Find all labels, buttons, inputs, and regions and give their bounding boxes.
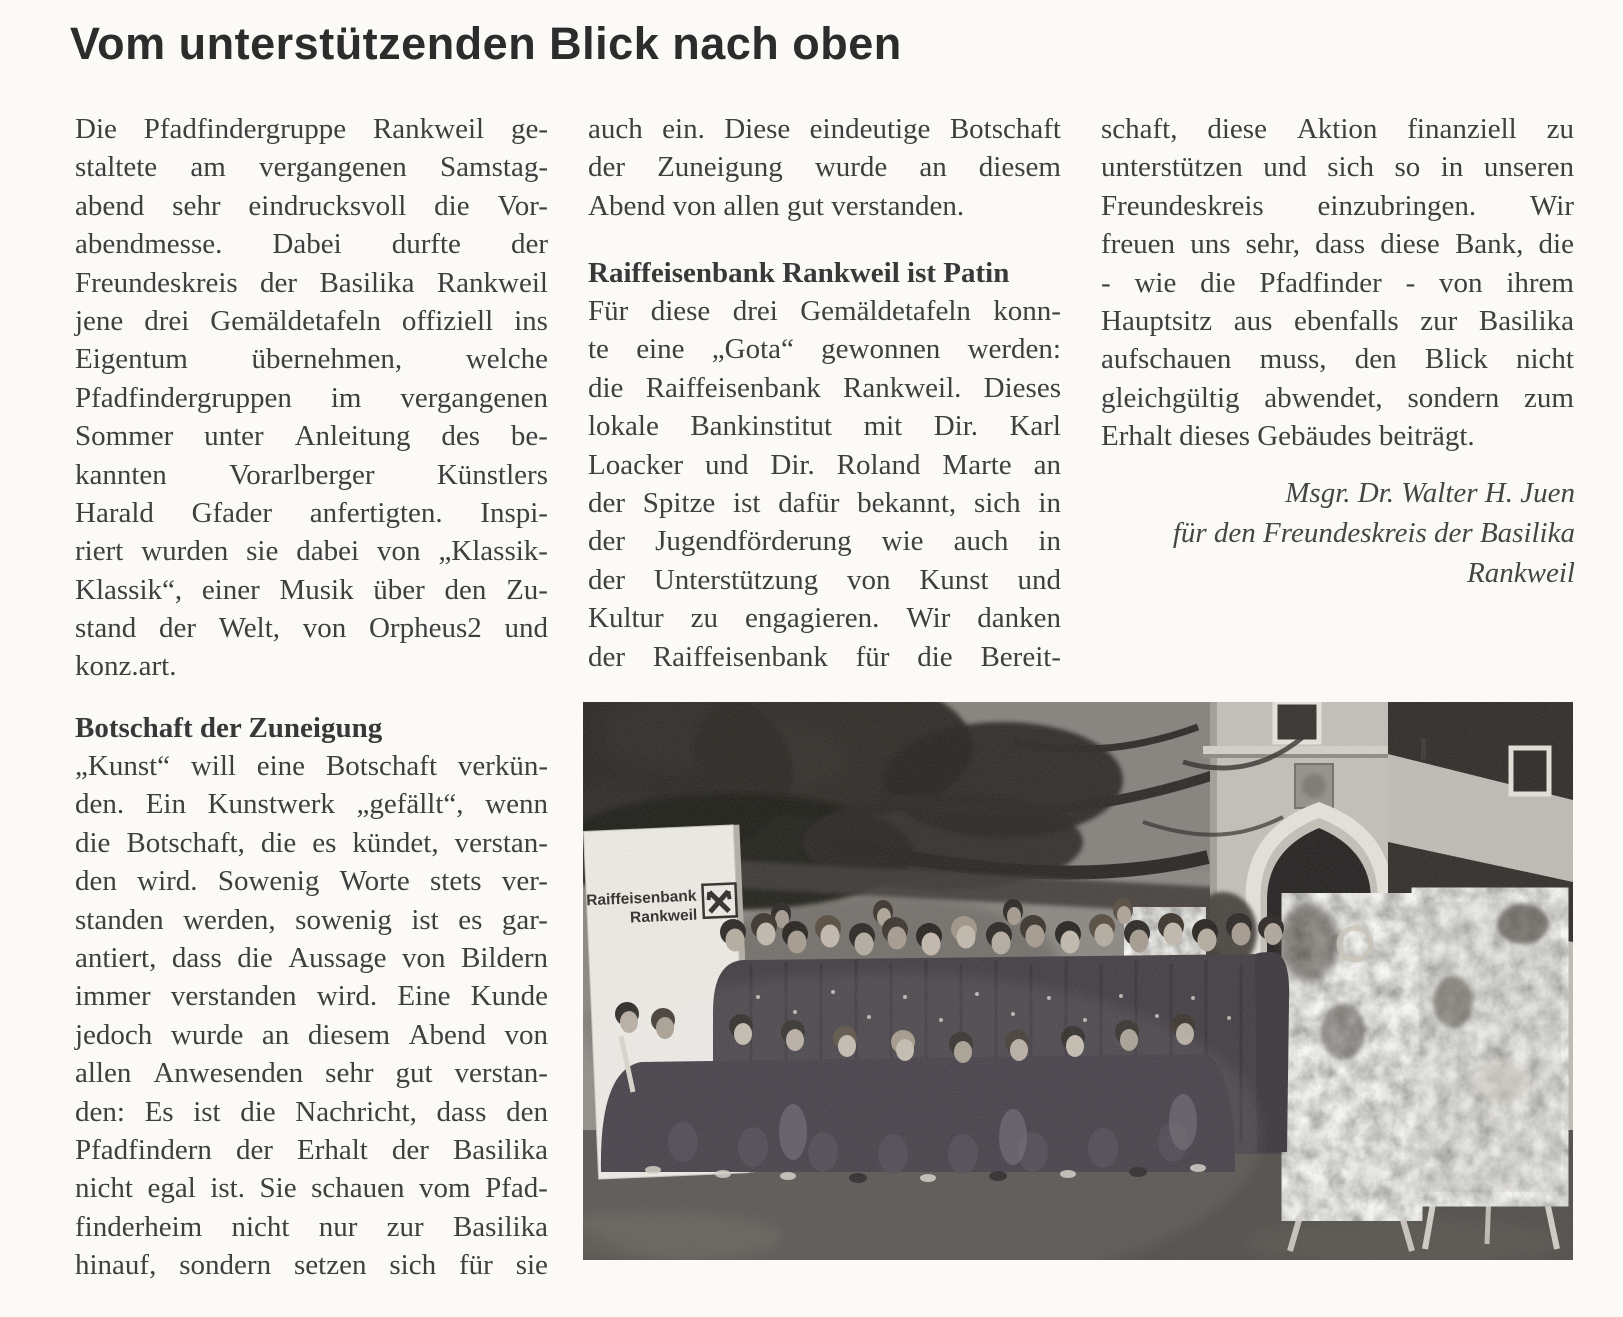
text-line: Eigentum übernehmen, welche bbox=[75, 343, 548, 376]
text-line: abend sehr eindrucksvoll die Vor- bbox=[75, 189, 548, 222]
text-line: freuen uns sehr, dass diese Bank, die bbox=[1101, 228, 1574, 261]
text-line: immer verstanden wird. Eine Kunde bbox=[75, 980, 548, 1013]
text-line: konz.art. bbox=[75, 650, 177, 683]
column1-paragraph1 bbox=[75, 110, 548, 686]
text-line: standen werden, sowenig ist es gar- bbox=[75, 903, 548, 936]
text-line: lokale Bankinstitut mit Dir. Karl bbox=[588, 410, 1061, 443]
text-line: die Raiffeisenbank Rankweil. Dieses bbox=[588, 371, 1061, 404]
text-line: Freundeskreis einzubringen. Wir bbox=[1101, 189, 1574, 222]
text-line: allen Anwesenden sehr gut verstan- bbox=[75, 1057, 548, 1090]
text-line: unterstützen und sich so in unseren bbox=[1101, 151, 1574, 184]
column1-paragraph2 bbox=[75, 747, 548, 1284]
text-line: „Kunst“ will eine Botschaft verkün- bbox=[75, 750, 548, 782]
text-line: Hauptsitz aus ebenfalls zur Basilika bbox=[1101, 304, 1574, 337]
text-line: den: Es ist die Nachricht, dass den bbox=[75, 1095, 548, 1128]
text-line: antiert, dass die Aussage von Bildern bbox=[75, 941, 548, 974]
text-line: aufschauen muss, den Blick nicht bbox=[1101, 343, 1574, 376]
text-line: den. Ein Kunstwerk „gefällt“, wenn bbox=[75, 788, 548, 821]
text-line: Die Pfadfindergruppe Rankweil ge- bbox=[75, 113, 548, 145]
text-line: der Jugendförderung wie auch in bbox=[588, 525, 1061, 558]
text-line: Pfadfindern der Erhalt der Basilika bbox=[75, 1133, 548, 1166]
text-line: auch ein. Diese eindeutige Botschaft bbox=[588, 113, 1061, 145]
text-line: Loacker und Dir. Roland Marte an bbox=[588, 448, 1061, 481]
text-line: die Botschaft, die es kündet, verstan- bbox=[75, 826, 548, 859]
text-line: der Raiffeisenbank für die Bereit- bbox=[588, 640, 1061, 673]
column1-subheading: Botschaft der Zuneigung bbox=[75, 712, 383, 744]
photo-grain-overlay bbox=[583, 702, 1573, 1260]
text-line: jene drei Gemäldetafeln offiziell ins bbox=[75, 304, 548, 337]
text-line: Erhalt dieses Gebäudes beiträgt. bbox=[1101, 420, 1475, 453]
text-line: Abend von allen gut verstanden. bbox=[588, 189, 965, 222]
text-line: Sommer unter Anleitung des be- bbox=[75, 420, 548, 453]
text-line: staltete am vergangenen Samstag- bbox=[75, 151, 548, 184]
text-line: Für diese drei Gemäldetafeln konn- bbox=[588, 295, 1061, 327]
text-line: der Spitze ist dafür bekannt, sich in bbox=[588, 486, 1061, 519]
article-signature bbox=[1101, 473, 1575, 593]
text-line: für den Freundeskreis der Basilika bbox=[1172, 517, 1575, 549]
text-line: abendmesse. Dabei durfte der bbox=[75, 228, 548, 261]
text-line: jedoch wurde an diesem Abend von bbox=[75, 1018, 548, 1051]
text-line: gleichgültig abwendet, sondern zum bbox=[1101, 381, 1574, 414]
column3-paragraph1 bbox=[1101, 110, 1574, 456]
column2-paragraph1 bbox=[588, 110, 1061, 225]
text-line: Klassik“, einer Musik über den Zu- bbox=[75, 573, 548, 606]
text-line: Harald Gfader anfertigten. Inspi- bbox=[75, 496, 548, 529]
text-line: der Zuneigung wurde an diesem bbox=[588, 151, 1061, 184]
text-line: Freundeskreis der Basilika Rankweil bbox=[75, 266, 548, 299]
text-line: finderheim nicht nur zur Basilika bbox=[75, 1210, 548, 1243]
photo-illustration bbox=[583, 702, 1573, 1260]
text-line: stand der Welt, von Orpheus2 und bbox=[75, 612, 548, 645]
text-line: - wie die Pfadfinder - von ihrem bbox=[1101, 266, 1574, 299]
text-line: schaft, diese Aktion finanziell zu bbox=[1101, 113, 1574, 145]
column2-paragraph2 bbox=[588, 292, 1061, 676]
text-line: der Unterstützung von Kunst und bbox=[588, 563, 1061, 596]
text-line: den wird. Sowenig Worte stets ver- bbox=[75, 865, 548, 898]
text-line: nicht egal ist. Sie schauen vom Pfad- bbox=[75, 1172, 548, 1205]
text-line: kannten Vorarlberger Künstlers bbox=[75, 458, 548, 491]
article-photo bbox=[583, 702, 1573, 1260]
text-line: te eine „Gota“ gewonnen werden: bbox=[588, 333, 1061, 366]
text-line: riert wurden sie dabei von „Klassik- bbox=[75, 535, 548, 568]
page-title: Vom unterstützenden Blick nach oben bbox=[70, 18, 902, 69]
text-line: hinauf, sondern setzen sich für sie bbox=[75, 1249, 548, 1282]
text-line: Msgr. Dr. Walter H. Juen bbox=[1285, 477, 1575, 509]
text-line: Rankweil bbox=[1467, 557, 1575, 589]
column2-subheading: Raiffeisenbank Rankweil ist Patin bbox=[588, 257, 1010, 289]
text-line: Pfadfindergruppen im vergangenen bbox=[75, 381, 548, 414]
text-line: Kultur zu engagieren. Wir danken bbox=[588, 602, 1061, 635]
